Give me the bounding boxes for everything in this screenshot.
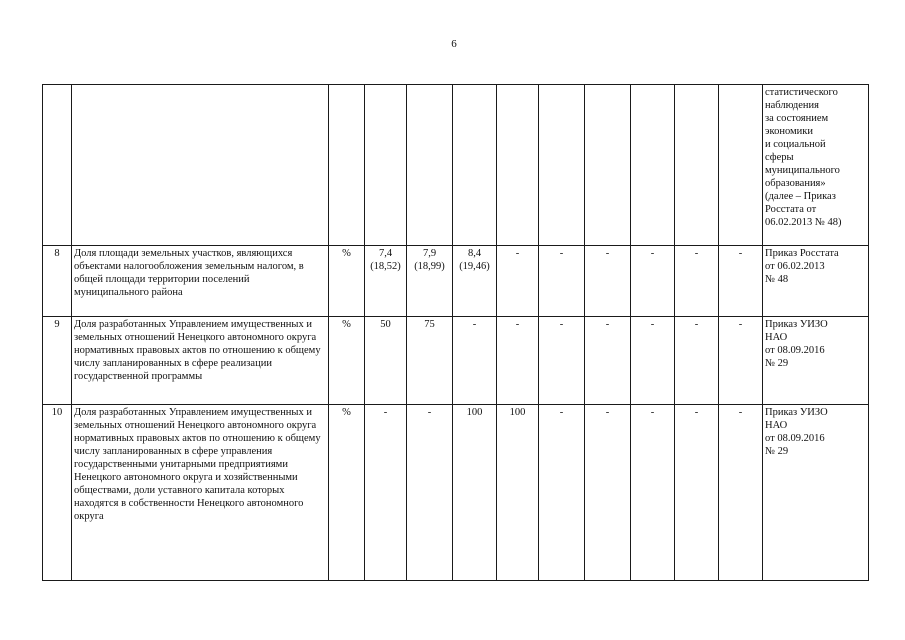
source-line: № 29 [765, 446, 789, 457]
value-cell: 100 [453, 405, 497, 581]
value-cell [497, 85, 539, 246]
source-line: статистического [765, 87, 838, 98]
value-cell [453, 85, 497, 246]
source-line: НАО [765, 420, 788, 431]
source-line: сферы [765, 152, 794, 163]
value-cell: 8,4 (19,46) [453, 246, 497, 317]
source-line: (далее – Приказ [765, 191, 836, 202]
value-cell: - [719, 317, 763, 405]
source-line: наблюдения [765, 100, 819, 111]
source-line: за состоянием [765, 113, 829, 124]
table-row-9 [43, 317, 869, 405]
source-cell [763, 85, 869, 246]
value-cell: - [539, 405, 585, 581]
unit-cell: % [329, 317, 365, 405]
value-cell: - [631, 317, 675, 405]
row-number-cell [43, 85, 72, 246]
source-line: Приказ УИЗО [765, 319, 828, 330]
source-line: образования» [765, 178, 826, 189]
table-row-8 [43, 246, 869, 317]
source-line: Приказ УИЗО [765, 407, 828, 418]
value-cell: - [539, 317, 585, 405]
source-line: от 08.09.2016 [765, 433, 825, 444]
unit-cell: % [329, 405, 365, 581]
indicator-name-cell: Доля разработанных Управлением имущественных и земельных отношений Ненецкого автономного округа нормативных правовых актов по отношению к общему числу запланированных в сфере управления государственными унитарными предприятиями Ненецкого автономного округа и хозяйственными обществами, доли уставного капитала которых находятся в собственности Ненецкого автономного округа [72, 405, 329, 581]
table-row-10 [43, 405, 869, 581]
value-cell [539, 85, 585, 246]
unit-cell: % [329, 246, 365, 317]
source-line: Росстата от [765, 204, 817, 215]
indicators-table [42, 84, 869, 581]
page-number: 6 [451, 38, 457, 50]
source-line: 06.02.2013 № 48) [765, 217, 842, 228]
source-line: № 29 [765, 358, 789, 369]
value-cell: - [631, 246, 675, 317]
source-line: и социальной [765, 139, 826, 150]
indicator-name-cell [72, 85, 329, 246]
source-line: от 06.02.2013 [765, 261, 825, 272]
source-cell [763, 317, 869, 405]
indicator-name-cell: Доля площади земельных участков, являющихся объектами налогообложения земельным налогом, в общей площади территории поселений муниципального района [72, 246, 329, 317]
value-cell: - [719, 246, 763, 317]
value-cell: - [497, 317, 539, 405]
source-line: от 08.09.2016 [765, 345, 825, 356]
value-cell [365, 85, 407, 246]
value-cell [719, 85, 763, 246]
source-line: Приказ Росстата [765, 248, 839, 259]
source-line: НАО [765, 332, 788, 343]
value-cell [631, 85, 675, 246]
value-cell: 50 [365, 317, 407, 405]
table-row-continuation [43, 85, 869, 246]
source-line: № 48 [765, 274, 789, 285]
source-cell [763, 405, 869, 581]
value-cell: - [675, 317, 719, 405]
value-cell: - [719, 405, 763, 581]
value-cell: 75 [407, 317, 453, 405]
value-cell: - [675, 246, 719, 317]
value-cell: 100 [497, 405, 539, 581]
unit-cell [329, 85, 365, 246]
value-cell: 7,9 (18,99) [407, 246, 453, 317]
value-cell: - [539, 246, 585, 317]
value-cell: - [497, 246, 539, 317]
value-cell: - [631, 405, 675, 581]
value-cell: - [585, 405, 631, 581]
value-cell: - [585, 246, 631, 317]
row-number-cell: 10 [43, 405, 72, 581]
value-cell [675, 85, 719, 246]
value-cell: - [365, 405, 407, 581]
value-cell: - [453, 317, 497, 405]
value-cell: - [407, 405, 453, 581]
value-cell: 7,4 (18,52) [365, 246, 407, 317]
value-cell: - [585, 317, 631, 405]
source-cell [763, 246, 869, 317]
row-number-cell: 9 [43, 317, 72, 405]
indicator-name-cell: Доля разработанных Управлением имущественных и земельных отношений Ненецкого автономного округа нормативных правовых актов по отношению к общему числу запланированных в сфере реализации государственной программы [72, 317, 329, 405]
value-cell [585, 85, 631, 246]
value-cell [407, 85, 453, 246]
value-cell: - [675, 405, 719, 581]
source-line: экономики [765, 126, 813, 137]
row-number-cell: 8 [43, 246, 72, 317]
source-line: муниципального [765, 165, 840, 176]
